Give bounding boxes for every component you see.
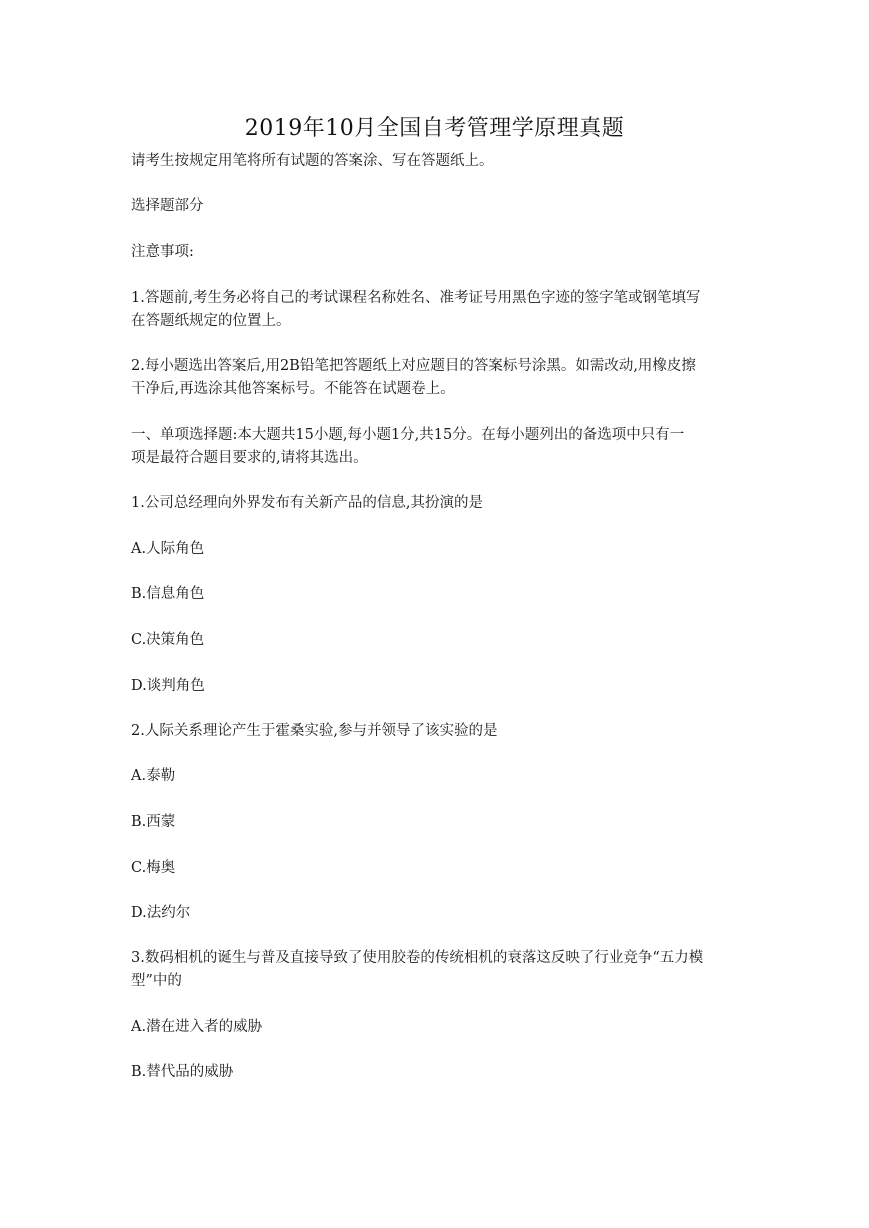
question-1-option-b: B.信息角色 — [131, 586, 205, 602]
question-3-option-b: B.替代品的威胁 — [131, 1064, 234, 1080]
question-1-stem: 1.公司总经理向外界发布有关新产品的信息,其扮演的是 — [131, 495, 483, 511]
notice-2-line-2: 干净后,再选涂其他答案标号。不能答在试题卷上。 — [131, 381, 455, 397]
question-2-stem: 2.人际关系理论产生于霍桑实验,参与并领导了该实验的是 — [131, 723, 498, 739]
notice-heading: 注意事项: — [131, 244, 194, 260]
question-1-option-c: C.决策角色 — [131, 632, 205, 648]
part-instruction-line-1: 一、单项选择题:本大题共15小题,每小题1分,共15分。在每小题列出的备选项中只有一 — [131, 427, 685, 443]
section-heading: 选择题部分 — [131, 198, 204, 214]
question-2-option-c: C.梅奥 — [131, 860, 176, 876]
intro-text: 请考生按规定用笔将所有试题的答案涂、写在答题纸上。 — [131, 153, 494, 169]
question-3-stem-line-2: 型”中的 — [131, 973, 182, 989]
question-2-option-a: A.泰勒 — [131, 768, 176, 784]
page-title: 2019年10月全国自考管理学原理真题 — [244, 116, 625, 141]
question-1-option-a: A.人际角色 — [131, 541, 205, 557]
notice-2-line-1: 2.每小题选出答案后,用2B铅笔把答题纸上对应题目的答案标号涂黑。如需改动,用橡皮擦 — [131, 358, 696, 374]
question-2-option-b: B.西蒙 — [131, 814, 176, 830]
notice-1-line-2: 在答题纸规定的位置上。 — [131, 313, 291, 329]
question-2-option-d: D.法约尔 — [131, 905, 191, 921]
question-3-option-a: A.潜在进入者的威胁 — [131, 1019, 263, 1035]
notice-1-line-1: 1.答题前,考生务必将自己的考试课程名称姓名、准考证号用黑色字迹的签字笔或钢笔填写 — [131, 290, 701, 306]
question-3-stem-line-1: 3.数码相机的诞生与普及直接导致了使用胶卷的传统相机的衰落这反映了行业竞争“五力模 — [131, 950, 704, 966]
question-1-option-d: D.谈判角色 — [131, 678, 205, 694]
part-instruction-line-2: 项是最符合题目要求的,请将其选出。 — [131, 450, 368, 466]
